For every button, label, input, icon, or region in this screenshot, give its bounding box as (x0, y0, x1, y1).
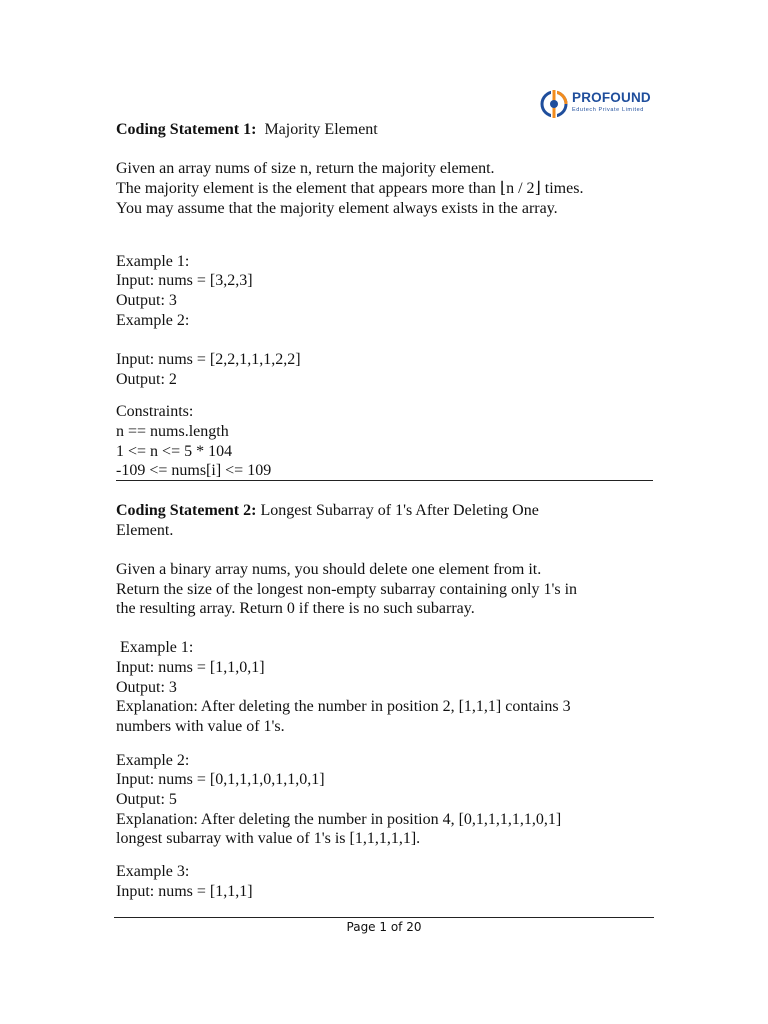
problem2-example1-explanation: Explanation: After deleting the number in position 2, [1,1,1] contains 3 (116, 698, 571, 715)
problem1-constraints-label: Constraints: (116, 403, 194, 420)
problem1-example1-label: Example 1: (116, 253, 190, 270)
problem1-heading-label: Coding Statement 1: (116, 121, 257, 138)
problem1-constraint: 1 <= n <= 5 * 104 (116, 443, 233, 460)
problem2-example1-label: Example 1: (116, 639, 194, 656)
problem2-example1-explanation: numbers with value of 1's. (116, 718, 285, 735)
problem1-example2-output: Output: 2 (116, 371, 177, 388)
profound-emblem-icon (538, 88, 570, 120)
page-number: Page 1 of 20 (346, 920, 422, 934)
problem2-example1-output: Output: 3 (116, 679, 177, 696)
problem1-desc-line: Given an array nums of size n, return the majority element. (116, 160, 495, 177)
problem2-desc-line: Given a binary array nums, you should delete one element from it. (116, 561, 542, 578)
problem2-heading-title-cont: Element. (116, 522, 174, 539)
problem2-example3-label: Example 3: (116, 863, 190, 880)
problem2-example2-label: Example 2: (116, 752, 190, 769)
problem2-heading-label: Coding Statement 2: (116, 502, 257, 519)
logo-tagline: Edutech Private Limited (572, 107, 644, 113)
problem2-example3-input: Input: nums = [1,1,1] (116, 883, 253, 900)
problem2-desc-line: Return the size of the longest non-empty subarray containing only 1's in (116, 581, 578, 598)
problem2-desc-line: the resulting array. Return 0 if there is no such subarray. (116, 600, 475, 617)
problem2-example2-explanation: longest subarray with value of 1's is [1,1,1,1,1]. (116, 830, 421, 847)
problem1-example2-label: Example 2: (116, 312, 190, 329)
problem1-example1-input: Input: nums = [3,2,3] (116, 272, 253, 289)
footer-divider (114, 917, 654, 918)
problem2-example2-explanation: Explanation: After deleting the number in position 4, [0,1,1,1,1,1,0,1] (116, 811, 562, 828)
problem2-heading-title: Longest Subarray of 1's After Deleting One (260, 502, 539, 519)
problem1-desc-line: The majority element is the element that appears more than ⌊n / 2⌋ times. (116, 180, 584, 197)
problem1-heading-title: Majority Element (264, 121, 378, 138)
logo-wordmark: PROFOUND (572, 90, 651, 105)
problem2-heading (116, 501, 539, 521)
problem1-example1-output: Output: 3 (116, 292, 177, 309)
problem1-example2-input: Input: nums = [2,2,1,1,1,2,2] (116, 351, 301, 368)
problem1-constraint: n == nums.length (116, 423, 229, 440)
problem2-example2-output: Output: 5 (116, 791, 177, 808)
problem2-example2-input: Input: nums = [0,1,1,1,0,1,1,0,1] (116, 771, 325, 788)
problem1-constraint: -109 <= nums[i] <= 109 (116, 462, 272, 479)
problem1-desc-line: You may assume that the majority element always exists in the array. (116, 200, 558, 217)
problem1-heading (116, 120, 378, 140)
profound-logo (538, 88, 660, 120)
problem2-example1-input: Input: nums = [1,1,0,1] (116, 659, 265, 676)
section-divider (116, 480, 653, 481)
